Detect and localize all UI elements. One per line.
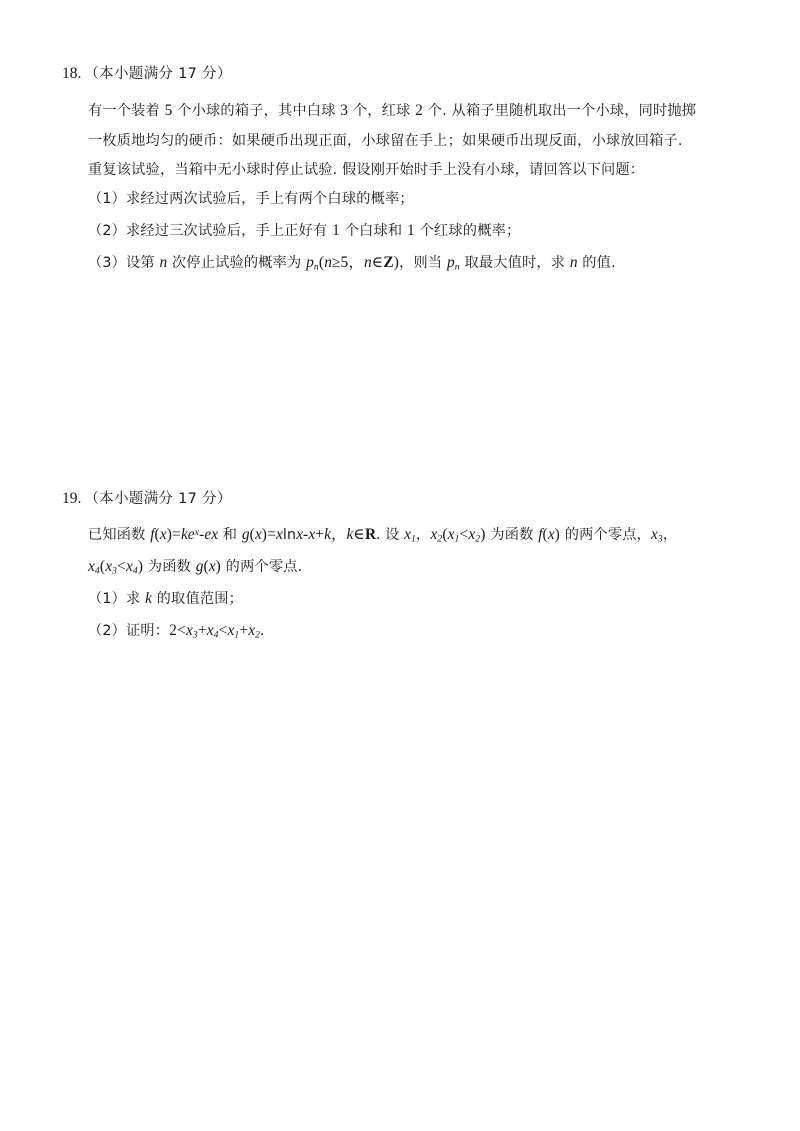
problem-18-sub-3: （3）设第 n 次停止试验的概率为 $p_n(n\ge 5$，n∈Z)，则当 $p_n$ 取最大值时，求 n 的值. (88, 253, 616, 273)
problem-19-line-2: $x_4(x_3<x_4)$ 为函数 g(x) 的两个零点. (88, 558, 303, 577)
problem-18-body (58, 95, 742, 279)
problem-19-number: 19. (62, 489, 82, 507)
problem-19-heading (62, 487, 742, 511)
problem-18-sub-1: （1）求经过两次试验后，手上有两个白球的概率； (88, 191, 414, 208)
problem-19-sub-1: （1）求 k 的取值范围； (88, 590, 243, 608)
problem-19-body (58, 519, 742, 647)
problem-19-sub-2: （2）证明：$2<x_3+x_4<x_1+x_2$. (88, 622, 265, 641)
problem-18-number: 18. (62, 65, 82, 82)
section-gap (58, 279, 742, 487)
problem-18-line-2: 一枚质地均匀的硬币：如果硬币出现正面，小球留在手上；如果硬币出现反面，小球放回箱子. (88, 132, 683, 149)
problem-19-title: （本小题满分 17 分） (84, 490, 232, 507)
problem-18-sub-2: （2）求经过三次试验后，手上正好有 1 个白球和 1 个红球的概率； (88, 221, 521, 239)
problem-19-line-1: 已知函数 $f(x)=ke^x-ex$ 和 g(x)=xlnx-x+k，k∈R. 设 $x_1$，$x_2(x_1<x_2)$ 为函数 f(x) 的两个零点，$x_3$， (88, 526, 678, 546)
problem-18-title: （本小题满分 17 分） (84, 66, 232, 82)
problem-18-line-3: 重复该试验，当箱中无小球时停止试验. 假设刚开始时手上没有小球，请回答以下问题： (88, 162, 645, 179)
problem-18-heading (62, 62, 742, 86)
problem-18 (58, 62, 742, 279)
problem-19 (58, 487, 742, 647)
problem-18-line-1: 有一个装着 5 个小球的箱子，其中白球 3 个，红球 2 个. 从箱子里随机取出一个小球，同时抛掷 (88, 101, 697, 119)
